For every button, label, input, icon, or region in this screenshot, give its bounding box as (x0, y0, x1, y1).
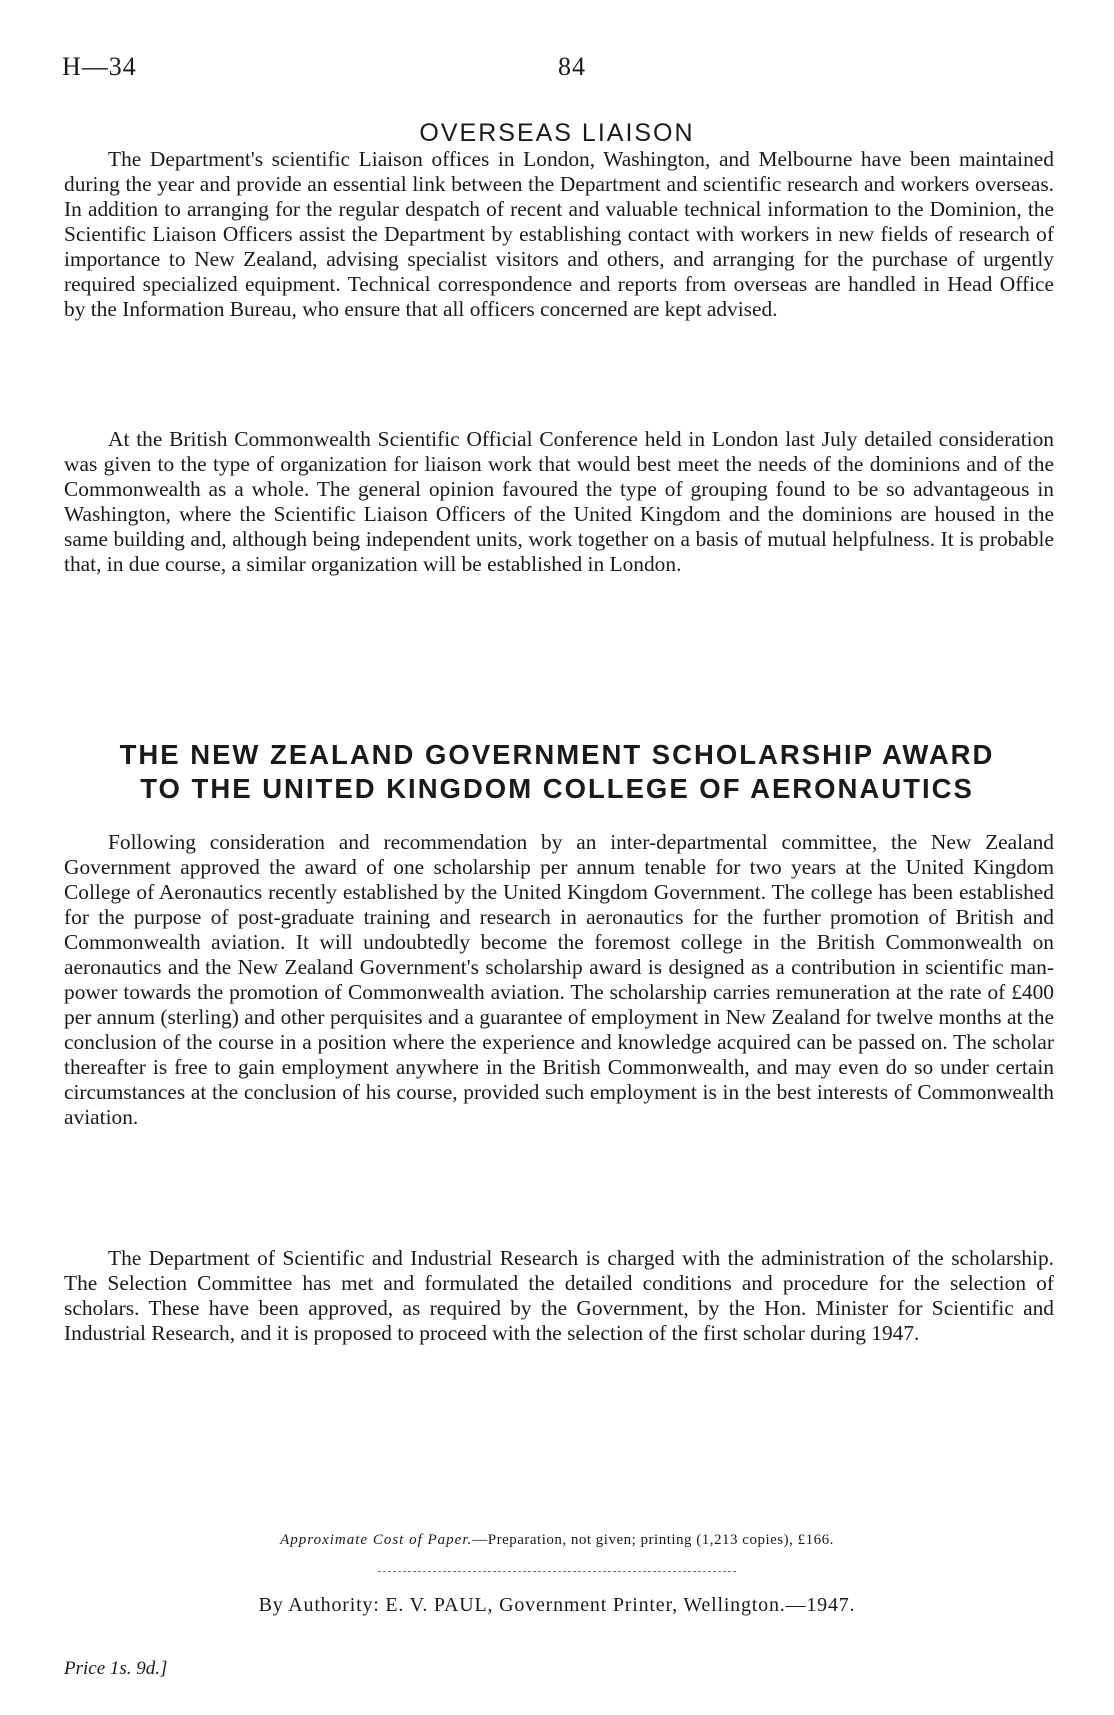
scholarship-title-line-2: TO THE UNITED KINGDOM COLLEGE OF AERONAUTICS (140, 773, 974, 804)
page-number: 84 (558, 52, 586, 81)
paragraph-scholarship-1: Following consideration and recommendation by an inter-departmental committee, the New Zealand Government approved the award of one scholarship per annum tenable for two years at the United Kingdom College of Aeronautics recently established by the United Kingdom Government. The college has been established for the purpose of post-graduate training and research in aeronautics for the further promotion of British and Commonwealth aviation. It will undoubtedly become the foremost college in the British Commonwealth on aeronautics and the New Zealand Government's scholarship award is designed as a contribution in scientific man-power towards the promotion of Commonwealth aviation. The scholarship carries remuneration at the rate of £400 per annum (sterling) and other perquisites and a guarantee of employment in New Zealand for twelve months at the conclusion of the course in a position where the experience and knowledge acquired can be passed on. The scholar thereafter is free to gain employment anywhere in the British Commonwealth, and may even do so under certain circumstances at the conclusion of his course, provided such employment is in the best interests of Commonwealth aviation. (64, 830, 1054, 1129)
paragraph-overseas-2: At the British Commonwealth Scientific Official Conference held in London last July detailed consideration was given to the type of organization for liaison work that would best meet the needs of the dominions and of the Commonwealth as a whole. The general opinion favoured the type of grouping found to be so advantageous in Washington, where the Scientific Liaison Officers of the United Kingdom and the dominions are housed in the same building and, although being independent units, work together on a basis of mutual helpfulness. It is probable that, in due course, a similar organization will be established in London. (64, 427, 1054, 576)
cost-detail: —Preparation, not given; printing (1,213 copies), £166. (472, 1532, 834, 1548)
cost-label: Approximate Cost of Paper. (280, 1532, 473, 1548)
section-title-scholarship (0, 738, 1114, 806)
paragraph-scholarship-2: The Department of Scientific and Industrial Research is charged with the administration of the scholarship. The Selection Committee has met and formulated the detailed conditions and procedure for the selection of scholars. These have been approved, as required by the Government, by the Hon. Minister for Scientific and Industrial Research, and it is proposed to proceed with the selection of the first scholar during 1947. (64, 1246, 1054, 1345)
price-note: Price 1s. 9d.] (64, 1658, 168, 1679)
section-title-overseas-liaison: OVERSEAS LIAISON (419, 119, 695, 147)
printer-authority: By Authority: E. V. PAUL, Government Printer, Wellington.—1947. (258, 1594, 856, 1616)
scholarship-title-line-1: THE NEW ZEALAND GOVERNMENT SCHOLARSHIP AWARD (119, 739, 995, 770)
paragraph-overseas-1: The Department's scientific Liaison offices in London, Washington, and Melbourne have been maintained during the year and provide an essential link between the Department and scientific research and workers overseas. In addition to arranging for the regular despatch of recent and valuable technical information to the Dominion, the Scientific Liaison Officers assist the Department by establishing contact with workers in new fields of research of importance to New Zealand, advising specialist visitors and others, and arranging for the purchase of urgently required specialized equipment. Technical correspondence and reports from overseas are handled in Head Office by the Information Bureau, who ensure that all officers concerned are kept advised. (64, 147, 1054, 321)
page-reference: H—34 (62, 52, 137, 81)
footer-divider (378, 1571, 736, 1572)
cost-of-paper-note (0, 1532, 1114, 1549)
